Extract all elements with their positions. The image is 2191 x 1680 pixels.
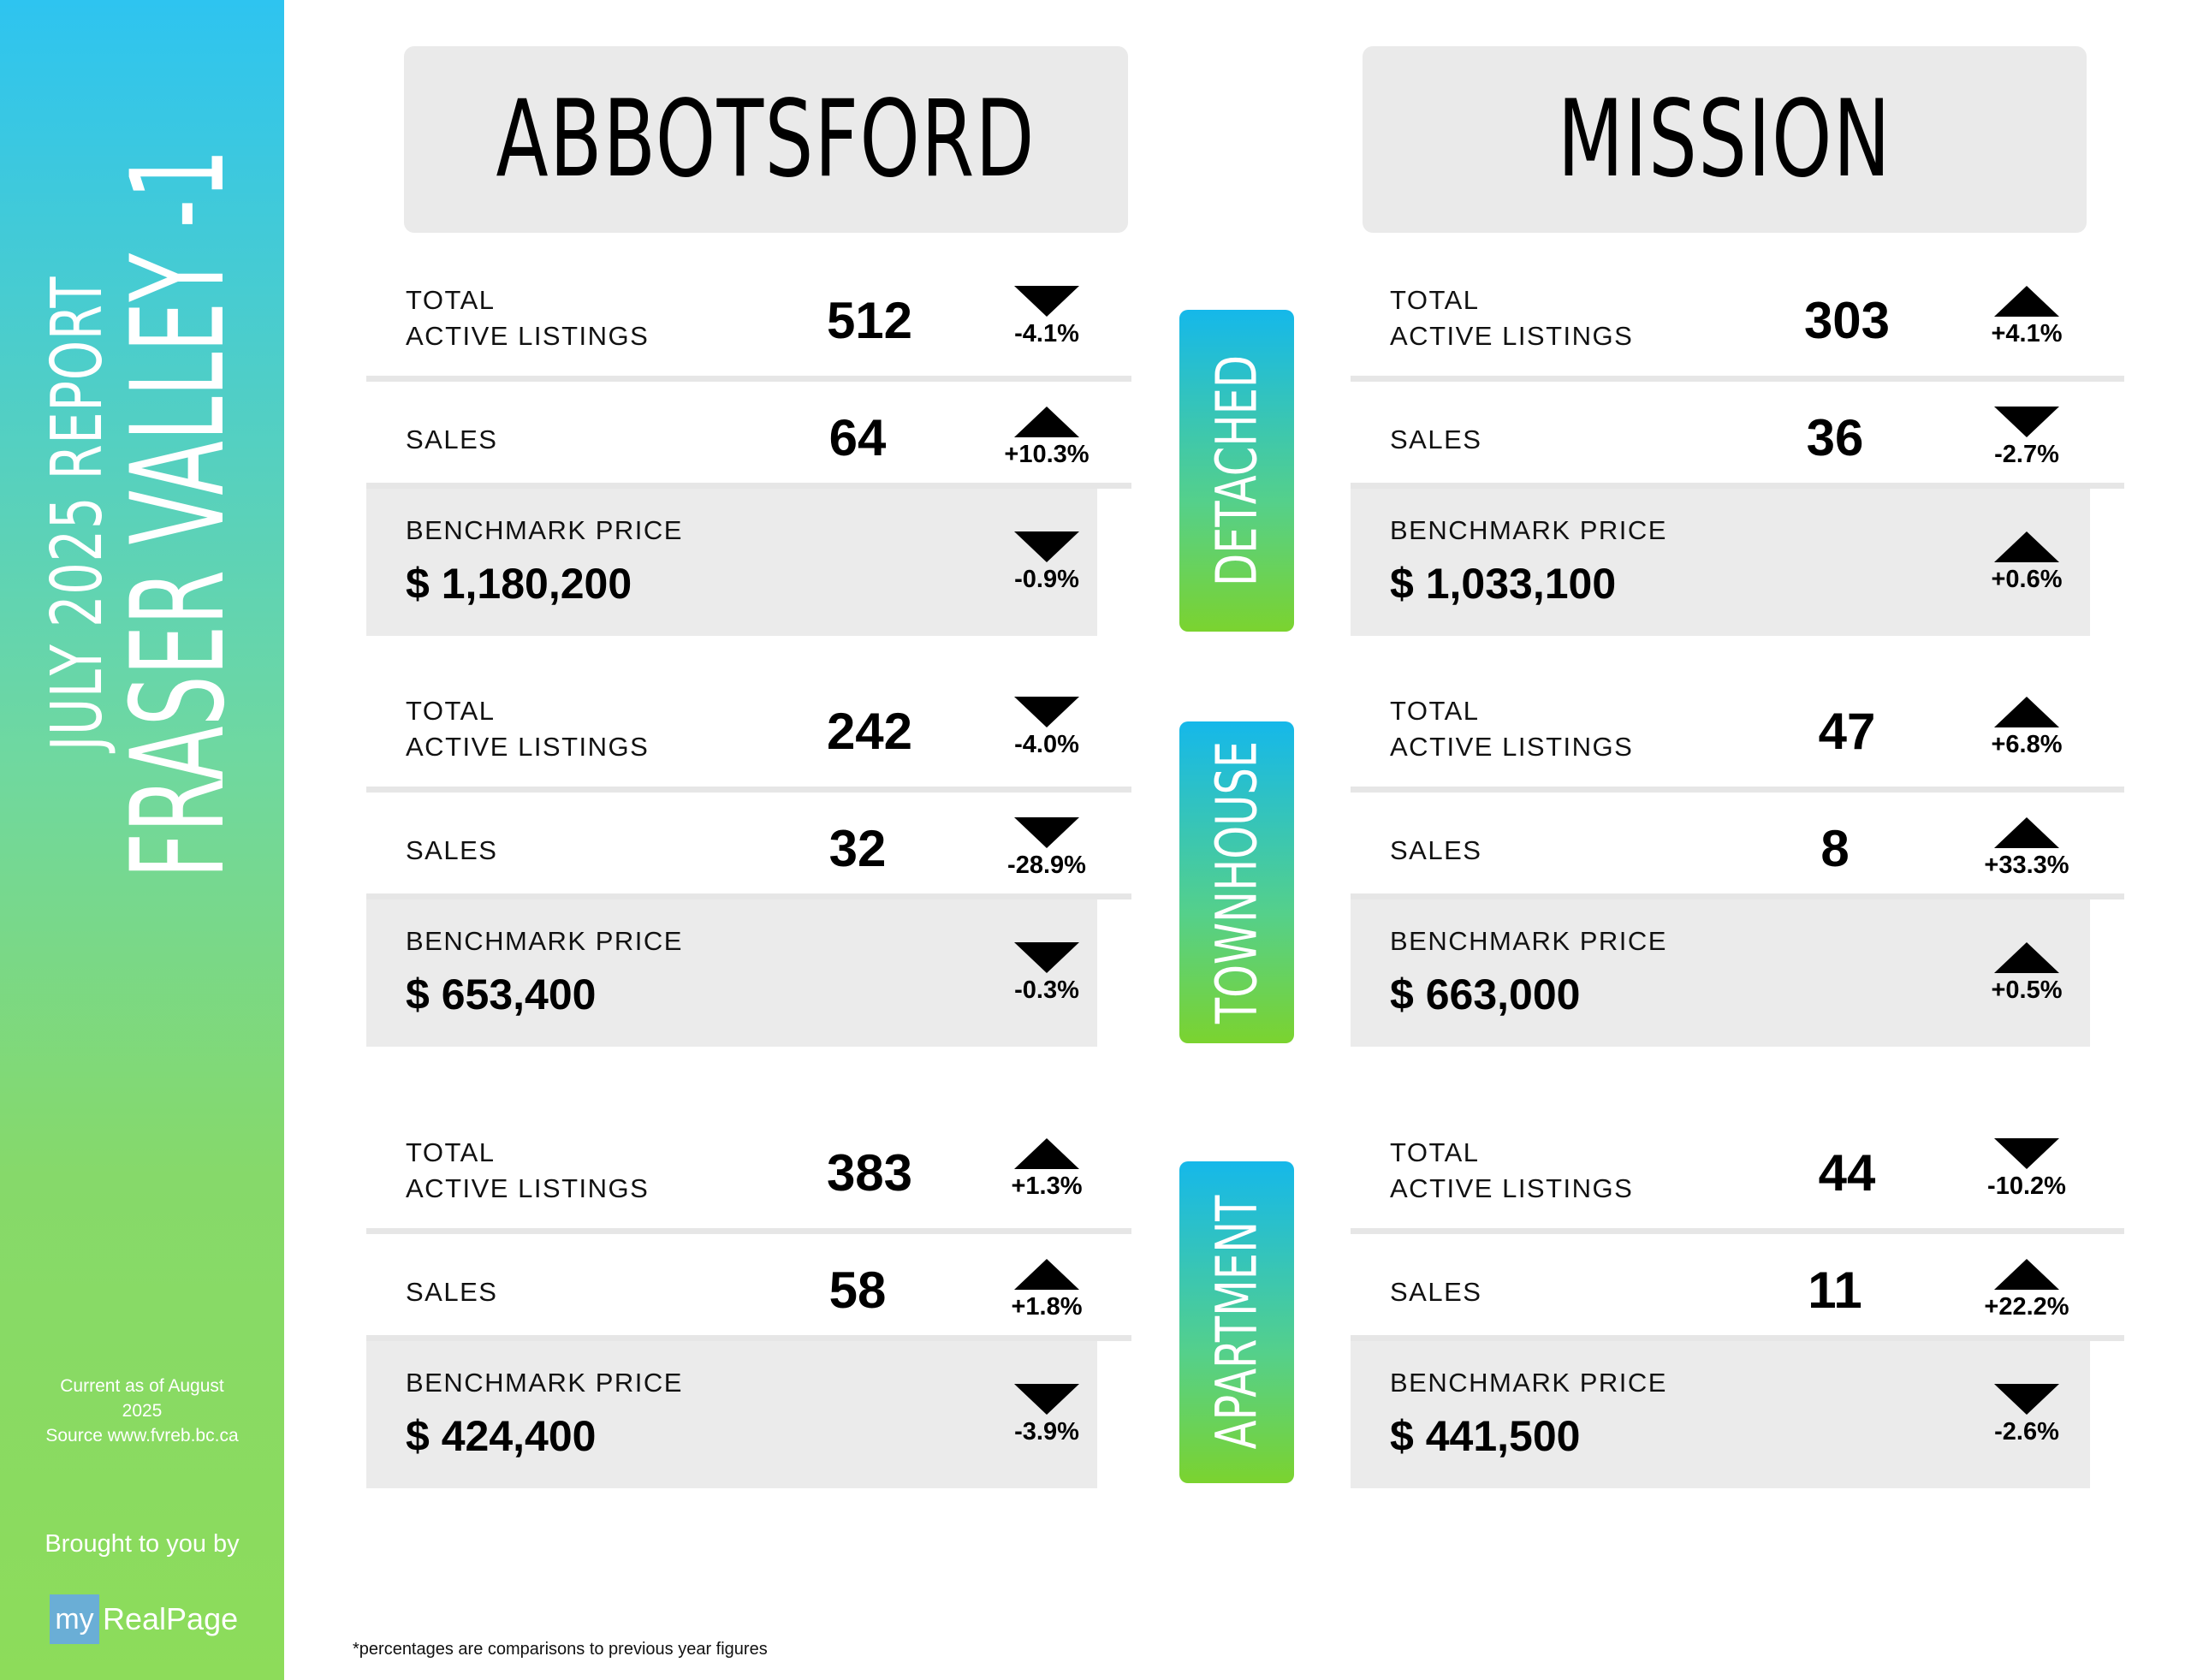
mission-detached-benchmark-row [1351,489,2090,636]
mission-detached-listings-row [1351,270,2124,382]
arrow-up-icon [1994,942,2059,973]
abbotsford-townhouse-listings-percent: -4.0% [1014,731,1079,758]
mission-townhouse-listings-percent: +6.8% [1991,731,2063,758]
benchmark-label: BENCHMARK PRICE [1390,926,1667,956]
mission-townhouse-price-percent: +0.5% [1991,977,2063,1004]
mission-townhouse-sales-change [1971,817,2082,880]
listings-label-line1: TOTAL [406,285,496,315]
mission-apartment-listings-row [1351,1123,2124,1234]
listings-label-line1: TOTAL [406,696,496,726]
abbotsford-apartment-price-change [991,1384,1102,1446]
listings-label-line2: ACTIVE LISTINGS [1390,1173,1634,1203]
abbotsford-detached-sales-value: 64 [828,409,887,466]
arrow-down-icon [1014,817,1079,848]
benchmark-label: BENCHMARK PRICE [1390,515,1667,545]
abbotsford-detached-benchmark-row [366,489,1097,636]
abbotsford-townhouse-price-change [991,942,1102,1005]
mission-apartment-price-percent: -2.6% [1994,1418,2059,1446]
abbotsford-townhouse-price-percent: -0.3% [1014,977,1079,1004]
abbotsford-townhouse-listings-value: 242 [826,703,913,760]
abbotsford-detached-price-percent: -0.9% [1014,566,1079,593]
mission-townhouse-sales-percent: +33.3% [1984,852,2069,879]
realpage-logo [50,1594,238,1645]
abbotsford-detached-listings-percent: -4.1% [1014,320,1079,347]
abbotsford-apartment-listings-value: 383 [826,1144,913,1202]
listings-label [406,693,649,765]
mission-townhouse-listings-value: 47 [1818,703,1876,760]
listings-label-line1: TOTAL [1390,696,1480,726]
sales-label: SALES [1390,424,1482,454]
abbotsford-detached-listings-value: 512 [826,292,913,349]
brought-by-text: Brought to you by [45,1530,240,1558]
city-name-abbotsford: ABBOTSFORD [496,78,1036,201]
mission-detached-listings-value: 303 [1803,292,1891,349]
arrow-down-icon [1994,407,2059,437]
sales-label: SALES [1390,835,1482,865]
sales-label: SALES [406,1277,498,1307]
mission-apartment-sales-percent: +22.2% [1984,1293,2069,1321]
source-note-line2: 2025 [122,1401,163,1421]
city-header-mission [1363,46,2087,233]
report-title-line1: JULY 2025 REPORT [36,276,118,751]
sales-label: SALES [406,835,498,865]
mission-detached-benchmark-price: $ 1,033,100 [1390,560,1617,608]
listings-label [1390,282,1633,354]
mission-detached-sales-change [1971,407,2082,469]
mission-detached-listings-percent: +4.1% [1991,320,2063,347]
report-title-line2: FRASER VALLEY -1 [104,148,254,879]
abbotsford-townhouse-sales-value: 32 [828,820,887,877]
abbotsford-apartment-sales-row [366,1240,1131,1341]
arrow-up-icon [1014,407,1079,437]
city-name-mission: MISSION [1557,78,1892,201]
mission-detached-price-change [1971,531,2082,594]
mission-townhouse-listings-change [1971,697,2082,759]
sidebar [0,0,284,1680]
sales-label: SALES [1390,1277,1482,1307]
arrow-down-icon [1014,1384,1079,1415]
category-tab-apartment [1179,1161,1294,1483]
abbotsford-detached-sales-percent: +10.3% [1004,441,1090,468]
mission-townhouse-listings-row [1351,681,2124,793]
mission-detached-listings-change [1971,286,2082,348]
abbotsford-apartment-benchmark-price: $ 424,400 [406,1412,597,1460]
mission-apartment-listings-change [1971,1138,2082,1201]
category-tab-townhouse [1179,721,1294,1043]
category-label-detached: DETACHED [1203,355,1270,586]
category-label-townhouse: TOWNHOUSE [1203,740,1270,1024]
arrow-down-icon [1014,697,1079,727]
abbotsford-apartment-listings-change [991,1138,1102,1201]
listings-label-line1: TOTAL [1390,285,1480,315]
mission-apartment-price-change [1971,1384,2082,1446]
abbotsford-apartment-sales-value: 58 [828,1261,887,1319]
listings-label [406,282,649,354]
mission-townhouse-benchmark-price: $ 663,000 [1390,971,1581,1018]
mission-detached-sales-percent: -2.7% [1994,441,2059,468]
source-note [34,1374,250,1448]
abbotsford-apartment-sales-percent: +1.8% [1011,1293,1083,1321]
mission-detached-price-percent: +0.6% [1991,566,2063,593]
city-header-abbotsford [404,46,1128,233]
listings-label [1390,693,1633,765]
benchmark-label: BENCHMARK PRICE [406,1368,683,1398]
report-title [36,0,254,1102]
mission-apartment-benchmark-price: $ 441,500 [1390,1412,1581,1460]
mission-detached-sales-row [1351,388,2124,489]
arrow-up-icon [1014,1259,1079,1290]
arrow-up-icon [1994,1259,2059,1290]
mission-apartment-listings-percent: -10.2% [1987,1172,2066,1200]
mission-townhouse-benchmark-row [1351,899,2090,1047]
abbotsford-townhouse-sales-change [991,817,1102,880]
arrow-down-icon [1994,1384,2059,1415]
benchmark-label: BENCHMARK PRICE [406,515,683,545]
listings-label-line1: TOTAL [1390,1137,1480,1167]
arrow-down-icon [1014,531,1079,562]
listings-label-line2: ACTIVE LISTINGS [406,732,650,762]
arrow-up-icon [1994,817,2059,848]
abbotsford-detached-listings-row [366,270,1131,382]
mission-apartment-sales-change [1971,1259,2082,1321]
mission-detached-sales-value: 36 [1806,409,1864,466]
listings-label-line2: ACTIVE LISTINGS [1390,321,1634,351]
benchmark-label: BENCHMARK PRICE [406,926,683,956]
abbotsford-townhouse-benchmark-row [366,899,1097,1047]
logo-name: RealPage [103,1601,239,1636]
arrow-up-icon [1014,1138,1079,1169]
abbotsford-townhouse-sales-percent: -28.9% [1007,852,1086,879]
mission-townhouse-price-change [1971,942,2082,1005]
arrow-down-icon [1994,1138,2059,1169]
mission-apartment-listings-value: 44 [1818,1144,1876,1202]
abbotsford-townhouse-listings-change [991,697,1102,759]
listings-label-line2: ACTIVE LISTINGS [406,321,650,351]
footnote: *percentages are comparisons to previous year figures [353,1640,768,1659]
listings-label-line2: ACTIVE LISTINGS [1390,732,1634,762]
abbotsford-apartment-benchmark-row [366,1341,1097,1488]
abbotsford-apartment-sales-change [991,1259,1102,1321]
listings-label [406,1135,649,1207]
arrow-up-icon [1994,531,2059,562]
arrow-up-icon [1994,286,2059,317]
arrow-down-icon [1014,286,1079,317]
logo-my: my [50,1594,99,1644]
sales-label: SALES [406,424,498,454]
listings-label-line1: TOTAL [406,1137,496,1167]
abbotsford-detached-sales-change [991,407,1102,469]
abbotsford-apartment-price-percent: -3.9% [1014,1418,1079,1446]
listings-label-line2: ACTIVE LISTINGS [406,1173,650,1203]
benchmark-label: BENCHMARK PRICE [1390,1368,1667,1398]
abbotsford-townhouse-sales-row [366,798,1131,899]
category-tab-detached [1179,310,1294,632]
abbotsford-detached-price-change [991,531,1102,594]
mission-townhouse-sales-value: 8 [1820,820,1850,877]
abbotsford-detached-sales-row [366,388,1131,489]
abbotsford-townhouse-listings-row [366,681,1131,793]
listings-label [1390,1135,1633,1207]
mission-apartment-sales-row [1351,1240,2124,1341]
abbotsford-detached-benchmark-price: $ 1,180,200 [406,560,632,608]
abbotsford-apartment-listings-row [366,1123,1131,1234]
source-note-line1: Current as of August [60,1376,224,1396]
mission-apartment-sales-value: 11 [1808,1261,1862,1319]
arrow-up-icon [1994,697,2059,727]
arrow-down-icon [1014,942,1079,973]
abbotsford-apartment-listings-percent: +1.3% [1011,1172,1083,1200]
source-note-line3: Source www.fvreb.bc.ca [45,1426,239,1446]
mission-townhouse-sales-row [1351,798,2124,899]
category-label-apartment: APARTMENT [1203,1195,1270,1450]
mission-apartment-benchmark-row [1351,1341,2090,1488]
abbotsford-detached-listings-change [991,286,1102,348]
abbotsford-townhouse-benchmark-price: $ 653,400 [406,971,597,1018]
